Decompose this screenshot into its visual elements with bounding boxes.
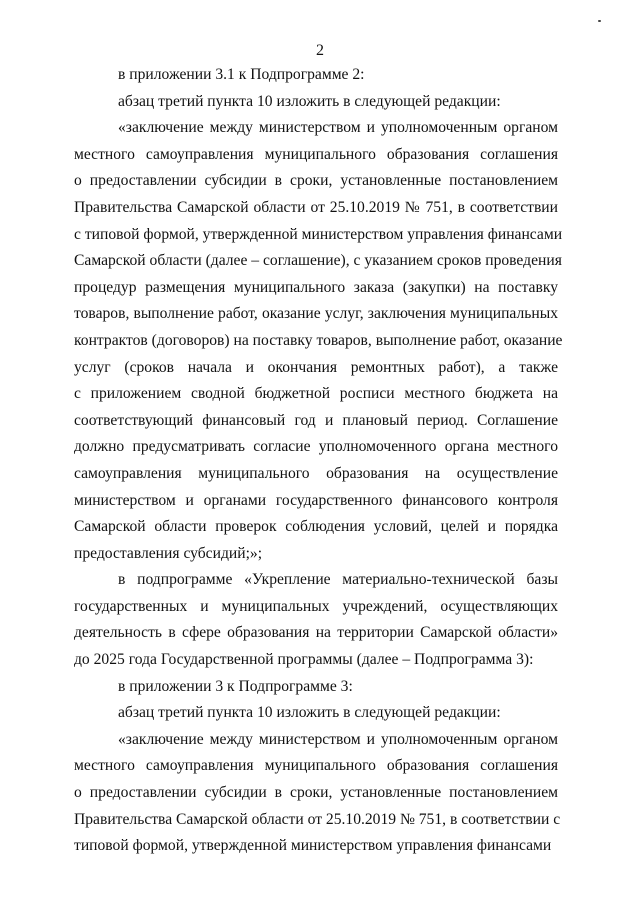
- paragraph: [74, 700, 558, 727]
- text-line: соответствующий финансовый год и плановый период. Соглашение: [74, 411, 558, 429]
- text-line: местного самоуправления муниципального образования соглашения: [74, 145, 558, 163]
- paragraph: [74, 62, 558, 89]
- paragraph: [74, 727, 561, 860]
- text-line: услуг (сроков начала и окончания ремонтных работ), а также: [74, 358, 558, 376]
- text-line: Самарской области проверок соблюдения условий, целей и порядка: [74, 518, 558, 536]
- text-line: в приложении 3.1 к Подпрограмме 2:: [118, 66, 365, 83]
- text-line: «заключение между министерством и уполномоченным органом: [118, 119, 558, 137]
- text-line: о предоставлении субсидии в сроки, установленные постановлением: [74, 784, 558, 802]
- document-body: [74, 62, 563, 860]
- text-line: самоуправления муниципального образования на осуществление: [74, 464, 558, 482]
- text-line: предоставления субсидий;»;: [74, 544, 263, 562]
- text-line: до 2025 года Государственной программы (далее – Подпрограмма 3):: [74, 651, 534, 669]
- text-line: в приложении 3 к Подпрограмме 3:: [118, 677, 353, 695]
- scan-speck: [598, 20, 601, 22]
- text-line: государственных и муниципальных учреждений, осуществляющих: [74, 597, 558, 615]
- text-line: Самарской области (далее – соглашение), с указанием сроков проведения: [74, 252, 562, 270]
- text-line: абзац третий пункта 10 изложить в следующей редакции:: [118, 704, 501, 722]
- text-line: «заключение между министерством и уполномоченным органом: [118, 730, 558, 748]
- text-line: товаров, выполнение работ, оказание услуг, заключения муниципальных: [74, 305, 558, 323]
- text-line: Правительства Самарской области от 25.10.2019 № 751, в соответствии: [74, 198, 558, 216]
- text-line: в подпрограмме «Укрепление материально-технической базы: [118, 571, 558, 589]
- paragraph: [74, 567, 558, 673]
- text-line: с приложением сводной бюджетной росписи местного бюджета на: [74, 385, 558, 403]
- paragraph: [74, 115, 563, 567]
- text-line: с типовой формой, утвержденной министерством управления финансами: [74, 225, 563, 243]
- text-line: деятельность в сфере образования на территории Самарской области»: [74, 624, 558, 642]
- paragraph: [74, 89, 558, 116]
- text-line: министерством и органами государственного финансового контроля: [74, 491, 558, 509]
- text-line: должно предусматривать согласие уполномоченного органа местного: [74, 438, 558, 456]
- text-line: абзац третий пункта 10 изложить в следующей редакции:: [118, 92, 501, 110]
- page-number: 2: [316, 42, 324, 59]
- text-line: контрактов (договоров) на поставку товаров, выполнение работ, оказание: [74, 331, 563, 349]
- text-line: о предоставлении субсидии в сроки, установленные постановлением: [74, 172, 558, 190]
- text-line: процедур размещения муниципального заказа (закупки) на поставку: [74, 278, 558, 296]
- text-line: типовой формой, утвержденной министерством управления финансами: [74, 837, 552, 855]
- text-line: Правительства Самарской области от 25.10.2019 № 751, в соответствии с: [74, 810, 561, 828]
- text-line: местного самоуправления муниципального образования соглашения: [74, 757, 558, 775]
- paragraph: [74, 674, 558, 701]
